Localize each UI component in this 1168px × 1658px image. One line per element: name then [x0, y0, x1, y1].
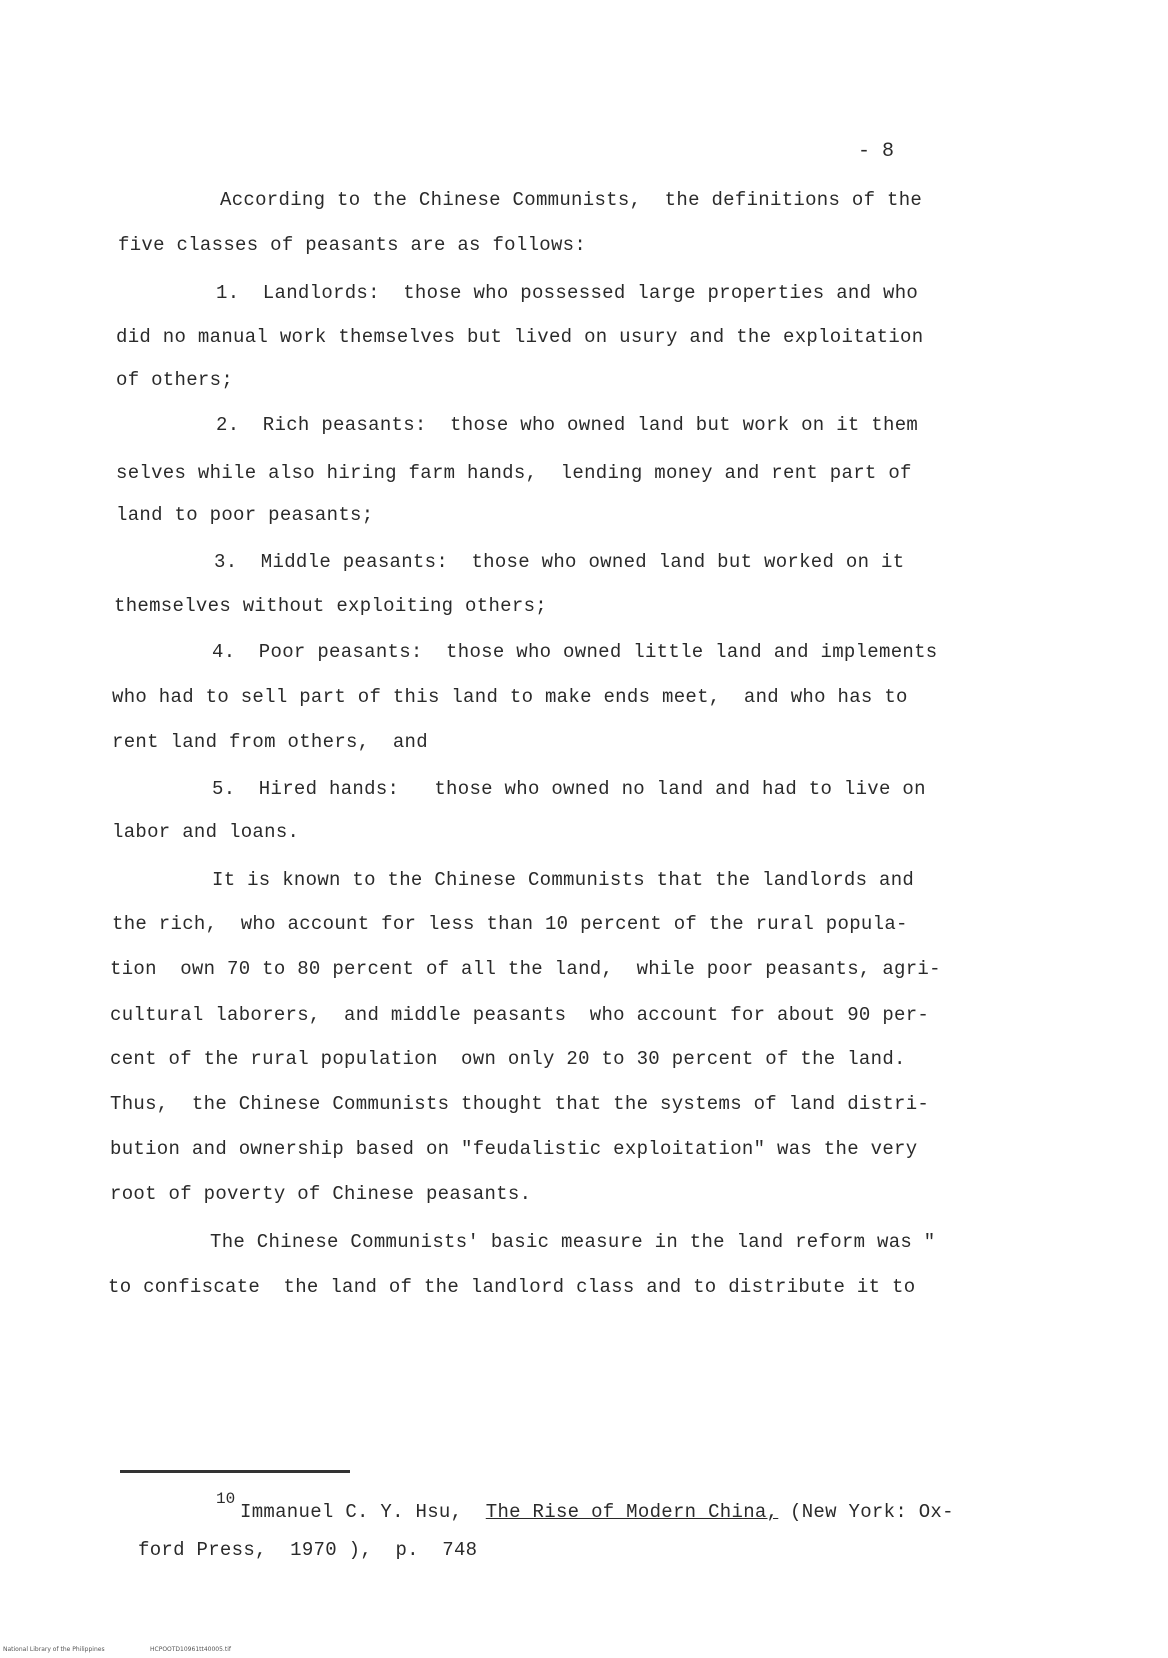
footnote-author: Immanuel C. Y. Hsu,: [240, 1501, 463, 1523]
item-5-line-1: 5. Hired hands: those who owned no land and had to live on: [212, 778, 926, 800]
item-5-line-2: labor and loans.: [112, 821, 300, 843]
paragraph-1-line-1: According to the Chinese Communists, the definitions of the: [220, 189, 923, 211]
paragraph-2-line-6: Thus, the Chinese Communists thought that the systems of land distri-: [110, 1093, 930, 1115]
footnote-rule: [120, 1470, 350, 1473]
scan-footer-filename: HCPOOTD10961tt40005.tif: [150, 1646, 231, 1653]
paragraph-2-line-3: tion own 70 to 80 percent of all the land, while poor peasants, agri-: [110, 958, 941, 980]
item-4-line-1: 4. Poor peasants: those who owned little land and implements: [212, 641, 938, 663]
paragraph-3-line-2: to confiscate the land of the landlord class and to distribute it to: [108, 1276, 916, 1298]
item-1-line-3: of others;: [116, 369, 234, 391]
item-1-line-2: did no manual work themselves but lived on usury and the exploitation: [116, 326, 924, 348]
paragraph-1-line-2: five classes of peasants are as follows:: [118, 234, 587, 256]
scan-footer-library: National Library of the Philippines: [3, 1646, 105, 1653]
paragraph-2-line-5: cent of the rural population own only 20 to 30 percent of the land.: [110, 1048, 906, 1070]
paragraph-2-line-4: cultural laborers, and middle peasants who account for about 90 per-: [110, 1004, 930, 1026]
item-2-line-1: 2. Rich peasants: those who owned land but work on it them: [216, 414, 919, 436]
paragraph-2-line-2: the rich, who account for less than 10 percent of the rural popula-: [112, 913, 908, 935]
item-4-line-3: rent land from others, and: [112, 731, 428, 753]
paragraph-2-line-7: bution and ownership based on "feudalistic exploitation" was the very: [110, 1138, 918, 1160]
item-4-line-2: who had to sell part of this land to make ends meet, and who has to: [112, 686, 908, 708]
page-number: - 8: [858, 140, 895, 163]
item-3-line-1: 3. Middle peasants: those who owned land but worked on it: [214, 551, 905, 573]
item-1-line-1: 1. Landlords: those who possessed large properties and who: [216, 282, 919, 304]
footnote-title: The Rise of Modern China,: [485, 1501, 779, 1523]
footnote-line-1: [240, 1500, 954, 1524]
footnote-line-2: ford Press, 1970 ), p. 748: [138, 1539, 478, 1561]
item-2-line-2: selves while also hiring farm hands, lending money and rent part of: [116, 462, 912, 484]
paragraph-3-line-1: The Chinese Communists' basic measure in the land reform was ": [210, 1231, 936, 1253]
footnote-number: 10: [216, 1490, 236, 1508]
paragraph-2-line-1: It is known to the Chinese Communists that the landlords and: [212, 869, 915, 891]
item-3-line-2: themselves without exploiting others;: [114, 595, 547, 617]
paragraph-2-line-8: root of poverty of Chinese peasants.: [110, 1183, 532, 1205]
item-2-line-3: land to poor peasants;: [116, 504, 374, 526]
footnote-publisher: (New York: Ox-: [790, 1501, 954, 1523]
